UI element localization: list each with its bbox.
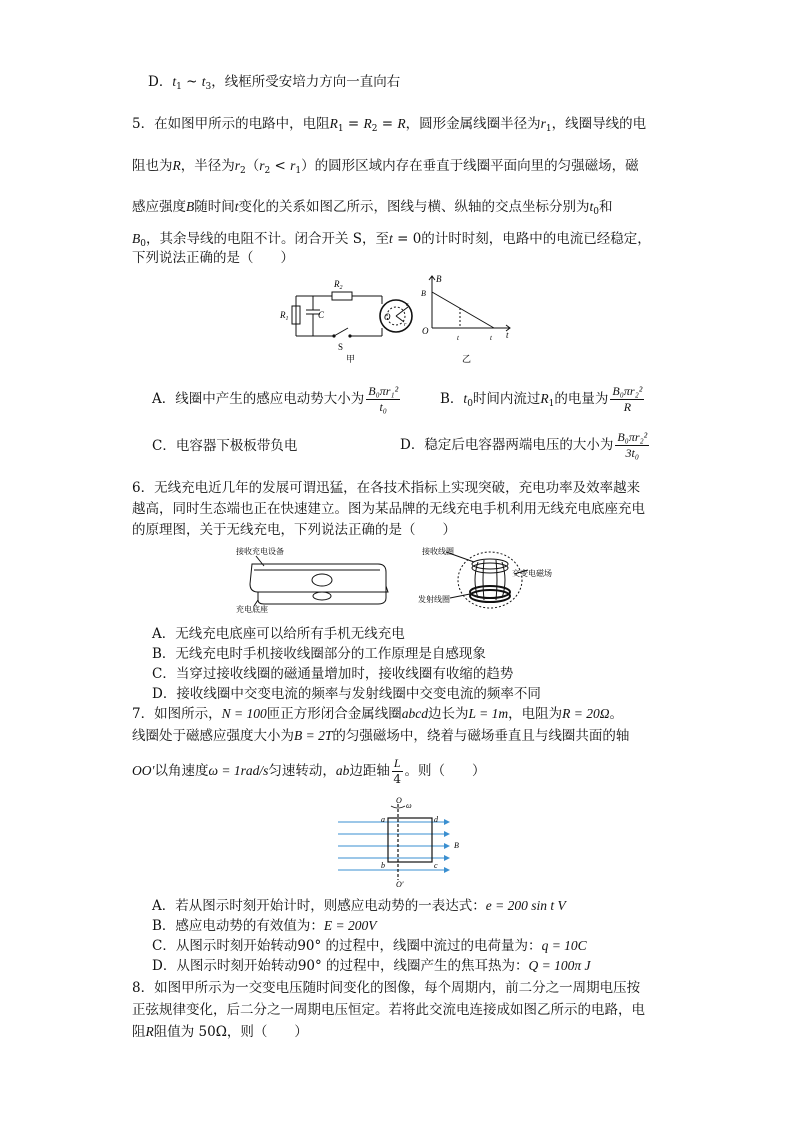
q7-option-d: D．从图示时刻开始转动90° 的过程中，线圈产生的焦耳热为：Q = 100π J xyxy=(152,958,591,974)
svg-text:O′: O′ xyxy=(396,880,404,888)
svg-text:a: a xyxy=(381,815,385,824)
svg-text:O: O xyxy=(396,796,402,805)
fraction: $\frac{\text{B₀πr₁²}}{\text{t₀}}$ xyxy=(368,384,399,414)
square-coil xyxy=(388,818,432,862)
fraction: $\frac{L}{4}$ xyxy=(393,756,402,786)
q6-option-d: D．接收线圈中交变电流的频率与发射线圈中交变电流的频率不同 xyxy=(152,686,541,702)
b-t-line xyxy=(432,292,494,328)
q5-option-d: D．稳定后电容器两端电压的大小为 $\frac{\text{B₀πr₂²}}{\text{3t₀}}$ xyxy=(400,430,648,460)
q5-option-a: A．线圈中产生的感应电动势大小为 $\frac{\text{B₀πr₁²}}{\text{t₀}}$ xyxy=(152,384,399,414)
q7-option-a: A．若从图示时刻开始计时，则感应电动势的一表达式：e = 200 sin t V xyxy=(152,898,566,914)
svg-text:R1: $R_1$ xyxy=(280,310,289,322)
q5-stem-line4: $B_0$，其余导线的电阻不计。闭合开关 S，至t = 0的计时时刻，电路中的电流已经稳定， xyxy=(132,231,651,249)
q6-option-b: B．无线充电时手机接收线圈部分的工作原理是自感现象 xyxy=(152,646,486,662)
svg-text:乙: 乙 xyxy=(462,354,472,364)
svg-text:接收线圈: 接收线圈 xyxy=(422,547,454,556)
q8-stem-line3: 阻R阻值为 50Ω，则（ ） xyxy=(132,1024,308,1040)
svg-text:R2: $R_2$ xyxy=(334,279,343,291)
q5-stem-line2: 阻也为R，半径为$r_2(r_2 < r_1)$的圆形区域内存在垂直于线圈平面向里的匀强磁场，磁 xyxy=(132,158,639,176)
q5-stem-line5: 下列说法正确的是（ ） xyxy=(132,250,294,266)
q7-stem-line1: 7．如图所示，N = 100匝正方形闭合金属线圈abcd边长为L = 1m，电阻为R = 20Ω。 xyxy=(132,706,623,722)
svg-text:接收充电设备: 接收充电设备 xyxy=(236,547,284,556)
q6-figure-coils xyxy=(416,542,596,614)
svg-text:C: C xyxy=(318,310,325,320)
q7-option-c: C．从图示时刻开始转动90° 的过程中，线圈中流过的电荷量为：q = 10C xyxy=(152,938,587,954)
q5-stem-line1: 5．在如图甲所示的电路中，电阻$R_1 = R_2 = R$，圆形金属线圈半径为$r_1$，线圈导线的电 xyxy=(132,116,647,134)
q6-stem-line1: 6．无线充电近几年的发展可谓迅猛，在各技术指标上实现突破，充电功率及效率越来 xyxy=(132,480,641,496)
fraction: $\frac{\text{B₀πr₂²}}{\text{3t₀}}$ xyxy=(617,430,648,460)
q6-stem-line3: 的原理图，关于无线充电，下列说法正确的是（ ） xyxy=(132,522,456,538)
q7-option-b: B．感应电动势的有效值为：E = 200V xyxy=(152,918,377,934)
q6-option-c: C．当穿过接收线圈的磁通量增加时，接收线圈有收缩的趋势 xyxy=(152,666,514,682)
q5-option-c: C．电容器下极板带负电 xyxy=(152,438,298,454)
svg-text:交变电磁场: 交变电磁场 xyxy=(512,569,552,578)
q5-figure-graph xyxy=(418,272,518,364)
q4-option-d: D．$t_1$ ~ $t_3$，线框所受安培力方向一直向右 xyxy=(148,74,401,92)
q5-option-b: B．$t_0$时间内流过$R_1$的电量为 $\frac{\text{B₀πr₂²}}{R}$ xyxy=(440,384,643,414)
svg-text:发射线圈: 发射线圈 xyxy=(418,595,450,604)
svg-text:r: r xyxy=(406,302,409,308)
svg-text:t: t xyxy=(506,330,509,340)
q8-stem-line2: 正弦规律变化，后二分之一周期电压恒定。若将此交流电连接成如图乙所示的电路，电 xyxy=(132,1002,645,1018)
svg-text:甲: 甲 xyxy=(346,354,356,364)
svg-text:B: B xyxy=(436,274,442,284)
q7-figure-coil xyxy=(334,796,464,888)
svg-text:c: c xyxy=(434,861,438,870)
q6-figure-charger xyxy=(228,542,398,614)
svg-text:r: r xyxy=(404,322,407,328)
svg-text:充电底座: 充电底座 xyxy=(236,605,268,614)
q7-stem-line3: OO′以角速度ω = 1rad/s匀速转动，ab边距轴 $\frac{L}{4}$ 。则（ ） xyxy=(132,756,486,786)
q6-option-a: A．无线充电底座可以给所有手机无线充电 xyxy=(152,626,405,642)
svg-text:O: O xyxy=(384,312,391,322)
q8-stem-line1: 8．如图甲所示为一交变电压随时间变化的图像，每个周期内，前二分之一周期电压按 xyxy=(132,980,641,996)
q6-stem-line2: 越高，同时生态端也正在快速建立。图为某品牌的无线充电手机利用无线充电底座充电 xyxy=(132,501,645,517)
resistor-r2 xyxy=(332,292,352,300)
switch-s xyxy=(334,328,348,336)
svg-text:t: t xyxy=(457,334,459,342)
q7-stem-line2: 线圈处于磁感应强度大小为B = 2T的匀强磁场中，绕着与磁场垂直且与线圈共面的轴 xyxy=(132,728,630,744)
svg-text:d: d xyxy=(434,815,438,824)
fraction: $\frac{\text{B₀πr₂²}}{R}$ xyxy=(612,384,643,414)
q5-stem-line3: 感应强度B随时间t变化的关系如图乙所示，图线与横、纵轴的交点坐标分别为$t_0$和 xyxy=(132,199,613,217)
svg-text:S: S xyxy=(338,342,344,352)
svg-text:B: B xyxy=(454,841,459,850)
svg-text:ω: ω xyxy=(406,801,412,810)
svg-text:B: B xyxy=(421,289,426,298)
svg-text:t: t xyxy=(490,334,492,342)
svg-text:O: O xyxy=(422,326,429,336)
q5-figure-circuit xyxy=(278,274,428,364)
svg-text:b: b xyxy=(381,861,385,870)
